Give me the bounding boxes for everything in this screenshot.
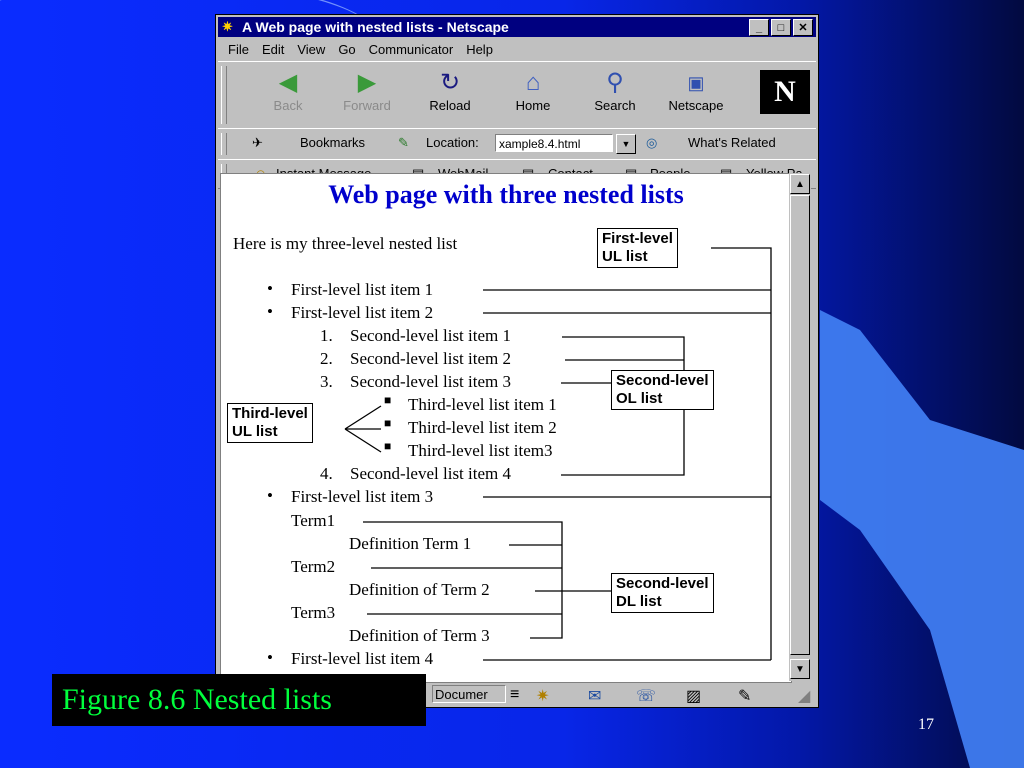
list-item: First-level list item 3 bbox=[291, 487, 434, 506]
list-item: Second-level list item 3 bbox=[350, 372, 511, 391]
toolbar-grip[interactable] bbox=[221, 133, 227, 155]
list-item: First-level list item 4 bbox=[291, 649, 434, 668]
my-netscape-button[interactable]: ▣ Netscape bbox=[663, 68, 729, 113]
scroll-down-button[interactable]: ▼ bbox=[790, 659, 810, 679]
security-icon[interactable]: ≡ bbox=[510, 686, 520, 703]
dl-term: Term2 bbox=[291, 557, 336, 576]
menu-file[interactable]: File bbox=[228, 41, 249, 57]
slide-decor-wedge bbox=[820, 300, 1024, 768]
list-item: Third-level list item 1 bbox=[408, 395, 557, 414]
component-bar-discussions-icon[interactable]: ☏ bbox=[636, 688, 657, 705]
callout-second-level-dl: Second-level DL list bbox=[611, 573, 714, 613]
slide-number: 17 bbox=[918, 716, 934, 733]
page-heading: Web page with three nested lists bbox=[328, 180, 684, 209]
location-input[interactable]: xample8.4.html bbox=[495, 134, 613, 152]
dl-definition: Definition Term 1 bbox=[349, 534, 472, 553]
intro-text: Here is my three-level nested list bbox=[233, 234, 458, 253]
menu-bar bbox=[220, 39, 493, 59]
location-dropdown-button[interactable]: ▼ bbox=[616, 134, 636, 154]
menu-help[interactable]: Help bbox=[466, 41, 493, 57]
ol-number: 2. bbox=[320, 349, 333, 368]
whats-related-button[interactable]: What's Related bbox=[688, 135, 776, 150]
menu-go[interactable]: Go bbox=[338, 41, 356, 57]
home-button[interactable]: ⌂ Home bbox=[500, 68, 566, 113]
my-netscape-icon: ▣ bbox=[687, 73, 705, 93]
location-icon: ✎ bbox=[398, 135, 409, 150]
list-item: First-level list item 2 bbox=[291, 303, 434, 322]
vertical-scrollbar[interactable] bbox=[789, 173, 811, 681]
bullet-disc: • bbox=[267, 302, 273, 321]
list-item: Second-level list item 4 bbox=[350, 464, 511, 483]
scroll-up-button[interactable]: ▲ bbox=[790, 174, 810, 194]
bullet-square: ■ bbox=[384, 439, 392, 453]
component-bar-mail-icon[interactable]: ✉ bbox=[588, 688, 602, 705]
dl-definition: Definition of Term 2 bbox=[349, 580, 490, 599]
maximize-button[interactable]: □ bbox=[771, 19, 791, 36]
location-toolbar bbox=[218, 128, 816, 160]
list-item: Second-level list item 2 bbox=[350, 349, 511, 368]
component-bar-navigator-icon[interactable]: ✷ bbox=[536, 688, 550, 705]
toolbar-grip[interactable] bbox=[221, 66, 227, 124]
resize-grip-icon[interactable]: ◢ bbox=[798, 688, 811, 705]
forward-arrow-icon: ▶ bbox=[357, 69, 377, 96]
bullet-disc: • bbox=[267, 279, 273, 298]
ol-number: 3. bbox=[320, 372, 333, 391]
search-flashlight-icon: ⚲ bbox=[606, 69, 624, 96]
menu-view[interactable]: View bbox=[297, 41, 326, 57]
figure-caption: Figure 8.6 Nested lists bbox=[52, 674, 426, 726]
back-button[interactable]: ◀ Back bbox=[255, 68, 321, 113]
dl-definition: Definition of Term 3 bbox=[349, 626, 490, 645]
search-button[interactable]: ⚲ Search bbox=[582, 68, 648, 113]
reload-icon: ↻ bbox=[439, 69, 461, 96]
status-document: Documer bbox=[432, 685, 506, 703]
menu-edit[interactable]: Edit bbox=[261, 41, 285, 57]
offline-status-icon[interactable]: ✎ bbox=[738, 688, 752, 705]
list-item: Third-level list item 2 bbox=[408, 418, 557, 437]
bullet-disc: • bbox=[267, 648, 273, 667]
location-label: Location: bbox=[426, 135, 479, 150]
title-bar[interactable] bbox=[218, 17, 816, 37]
dl-term: Term1 bbox=[291, 511, 336, 530]
whats-related-icon: ◎ bbox=[646, 135, 658, 150]
list-item: Second-level list item 1 bbox=[350, 326, 511, 345]
minimize-button[interactable]: _ bbox=[749, 19, 769, 36]
list-item: First-level list item 1 bbox=[291, 280, 434, 299]
netscape-app-icon: ✷ bbox=[222, 19, 233, 34]
close-button[interactable]: ✕ bbox=[793, 19, 813, 36]
forward-button[interactable]: ▶ Forward bbox=[334, 68, 400, 113]
bookmarks-button[interactable]: Bookmarks bbox=[300, 135, 366, 150]
callout-first-level-ul: First-level UL list bbox=[597, 228, 678, 268]
ol-number: 4. bbox=[320, 464, 333, 483]
list-item: Third-level list item3 bbox=[408, 441, 553, 460]
page-content bbox=[220, 173, 792, 683]
callout-second-level-ol: Second-level OL list bbox=[611, 370, 714, 410]
bullet-disc: • bbox=[267, 486, 273, 505]
dl-term: Term3 bbox=[291, 603, 336, 622]
browser-window bbox=[215, 14, 819, 708]
scroll-thumb[interactable] bbox=[790, 195, 810, 655]
bullet-square: ■ bbox=[384, 393, 392, 407]
reload-button[interactable]: ↻ Reload bbox=[417, 68, 483, 113]
menu-communicator[interactable]: Communicator bbox=[368, 41, 454, 57]
bookmarks-icon[interactable]: ✈ bbox=[252, 135, 263, 150]
bullet-square: ■ bbox=[384, 416, 392, 430]
home-icon: ⌂ bbox=[525, 69, 541, 96]
ol-number: 1. bbox=[320, 326, 333, 345]
callout-third-level-ul: Third-level UL list bbox=[227, 403, 313, 443]
component-bar-composer-icon[interactable]: ▨ bbox=[686, 688, 702, 705]
window-title: A Web page with nested lists - Netscape bbox=[242, 19, 509, 35]
back-arrow-icon: ◀ bbox=[278, 69, 298, 96]
navigation-toolbar bbox=[218, 61, 816, 129]
netscape-logo[interactable]: N bbox=[760, 70, 810, 114]
